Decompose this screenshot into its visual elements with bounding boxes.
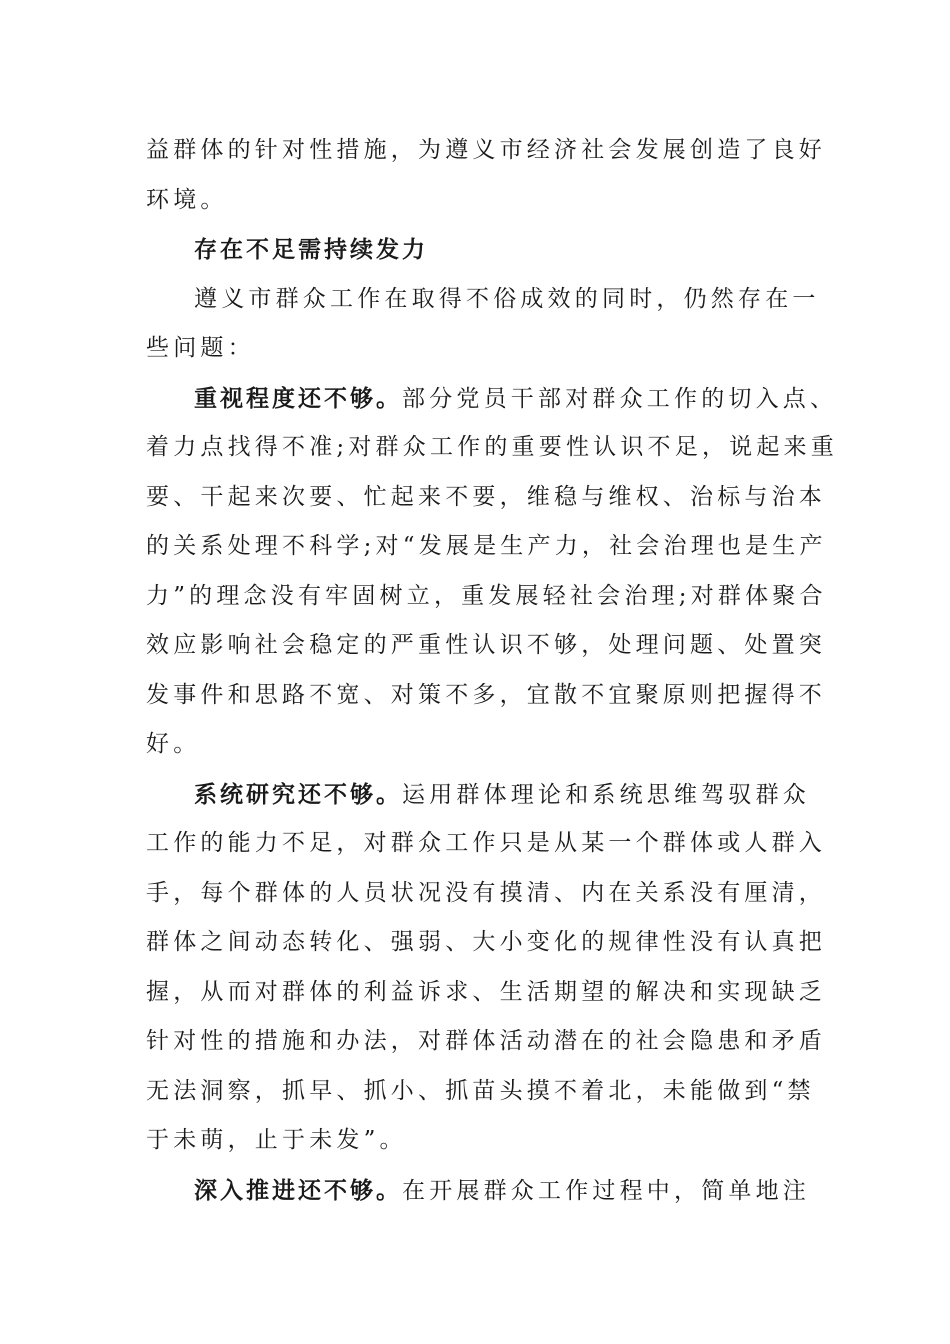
paragraph-text: 在开展群众工作过程中，简单地注 (402, 1177, 810, 1204)
paragraph-lead: 深入推进还不够。 (194, 1176, 402, 1204)
paragraph-line: 环境。 (146, 186, 228, 213)
paragraph-first-line (146, 770, 810, 820)
paragraph-line: 工作的能力不足，对群众工作只是从某一个群体或人群入 (146, 830, 826, 856)
paragraph-line: 针对性的措施和办法，对群体活动潜在的社会隐患和矛盾 (146, 1028, 826, 1054)
paragraph-line: 于未萌，止于未发”。 (146, 1127, 407, 1153)
paragraph-line: 握，从而对群体的利益诉求、生活期望的解决和实现缺乏 (146, 978, 826, 1005)
paragraph-line: 手，每个群体的人员状况没有摸清、内在关系没有厘清， (146, 879, 826, 906)
paragraph-text: 运用群体理论和系统思维驾驭群众 (402, 781, 810, 808)
paragraph-line: 群体之间动态转化、强弱、大小变化的规律性没有认真把 (146, 929, 826, 955)
paragraph-lead: 重视程度还不够。 (194, 384, 402, 412)
section-heading: 存在不足需持续发力 (194, 236, 428, 263)
paragraph-line: 要、干起来次要、忙起来不要，维稳与维权、治标与治本 (146, 483, 826, 510)
paragraph-line: 着力点找得不准;对群众工作的重要性认识不足，说起来重 (146, 434, 838, 460)
paragraph-line: 的关系处理不科学;对“发展是生产力，社会治理也是生产 (146, 533, 827, 559)
paragraph-line: 无法洞察，抓早、抓小、抓苗头摸不着北，未能做到“禁 (146, 1077, 815, 1104)
paragraph-first-line (146, 374, 838, 424)
paragraph-line: 遵义市群众工作在取得不俗成效的同时，仍然存在一 (194, 285, 820, 312)
paragraph-line: 发事件和思路不宽、对策不多，宜散不宜聚原则把握得不 (146, 681, 826, 708)
paragraph-line: 益群体的针对性措施，为遵义市经济社会发展创造了良好 (146, 137, 826, 163)
paragraph-first-line (146, 1166, 810, 1216)
paragraph-lead: 系统研究还不够。 (194, 780, 402, 808)
paragraph-line: 些问题： (146, 335, 255, 361)
paragraph-line: 好。 (146, 731, 201, 757)
paragraph-text: 部分党员干部对群众工作的切入点、 (402, 385, 838, 412)
paragraph-line: 力”的理念没有牢固树立，重发展轻社会治理;对群体聚合 (146, 582, 827, 609)
paragraph-line: 效应影响社会稳定的严重性认识不够，处理问题、处置突 (146, 632, 826, 658)
document-page (146, 126, 838, 1215)
